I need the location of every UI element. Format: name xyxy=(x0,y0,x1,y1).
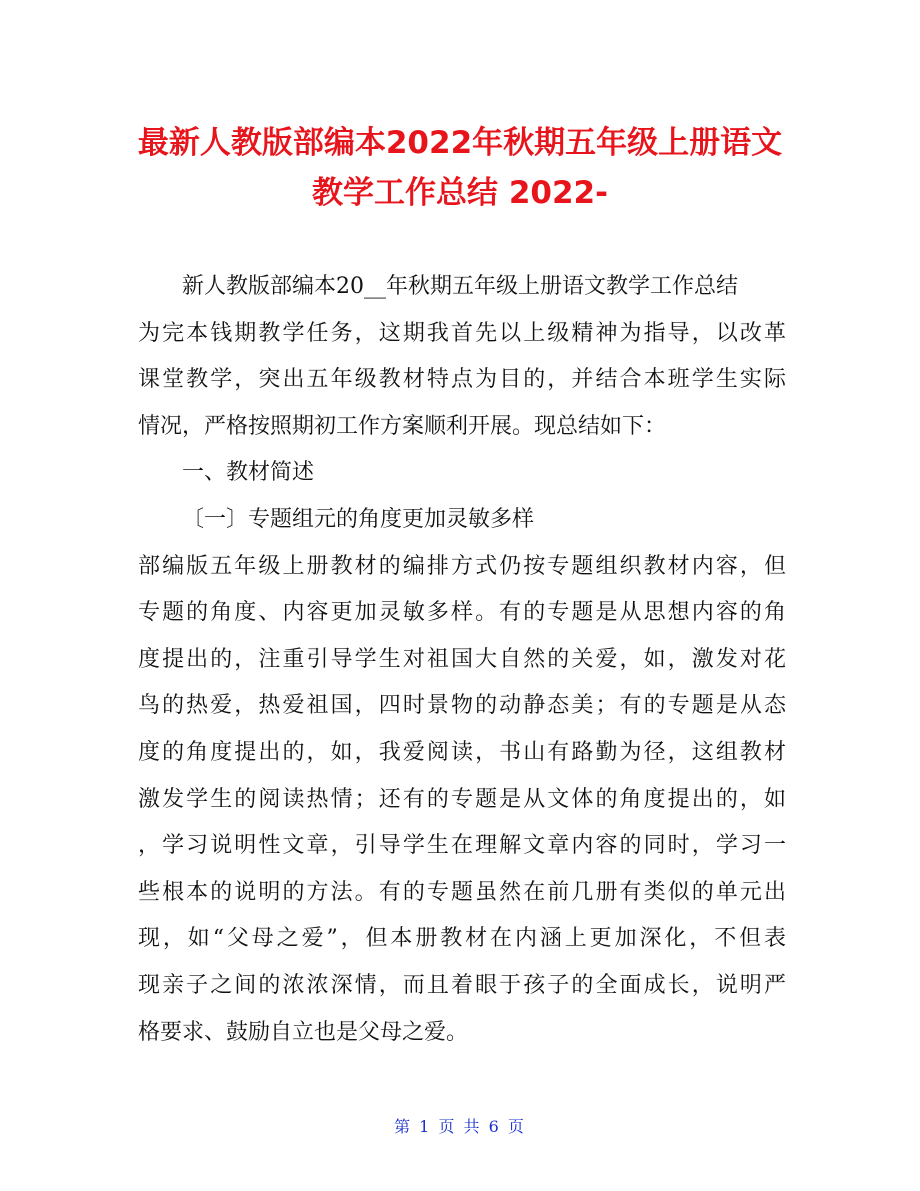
document-title xyxy=(120,118,800,218)
body-line: ，学习说明性文章，引导学生在理解文章内容的同时，学习一 xyxy=(138,833,786,859)
body-line: 部编版五年级上册教材的编排方式仍按专题组织教材内容，但 xyxy=(138,553,786,579)
body-line: 激发学生的阅读热情；还有的专题是从文体的角度提出的，如 xyxy=(138,786,786,812)
body-line: 现亲子之间的浓浓深情，而且着眼于孩子的全面成长，说明严 xyxy=(138,972,786,998)
document-body xyxy=(138,264,786,1056)
body-line: 情况，严格按照期初工作方案顺利开展。现总结如下： xyxy=(138,413,667,439)
section-heading-materials: 一、教材简述 xyxy=(182,460,315,486)
body-line: 课堂教学，突出五年级教材特点为目的，并结合本班学生实际 xyxy=(138,367,786,393)
body-line: 现，如“父母之爱”，但本册教材在内涵上更加深化，不但表 xyxy=(138,926,786,952)
body-line: 格要求、鼓励自立也是父母之爱。 xyxy=(138,1019,469,1045)
body-line: 度提出的，注重引导学生对祖国大自然的关爱，如，激发对花 xyxy=(138,646,786,672)
title-line-2: 教学工作总结 2022- xyxy=(312,175,608,211)
body-line: 度的角度提出的，如，我爱阅读，书山有路勤为径，这组教材 xyxy=(138,739,786,765)
title-line-1: 最新人教版部编本2022年秋期五年级上册语文 xyxy=(137,125,783,161)
subsection-heading-1: 〔一〕专题组元的角度更加灵敏多样 xyxy=(182,506,535,532)
body-line: 为完本钱期教学任务，这期我首先以上级精神为指导，以改革 xyxy=(138,320,786,346)
body-line: 些根本的说明的方法。有的专题虽然在前几册有类似的单元出 xyxy=(138,879,786,905)
body-line: 专题的角度、内容更加灵敏多样。有的专题是从思想内容的角 xyxy=(138,600,786,626)
paragraph-intro-heading: 新人教版部编本20__年秋期五年级上册语文教学工作总结 xyxy=(182,274,738,299)
page-footer: 第 1 页 共 6 页 xyxy=(394,1117,526,1136)
body-line: 鸟的热爱，热爱祖国，四时景物的动静态美；有的专题是从态 xyxy=(138,693,786,719)
